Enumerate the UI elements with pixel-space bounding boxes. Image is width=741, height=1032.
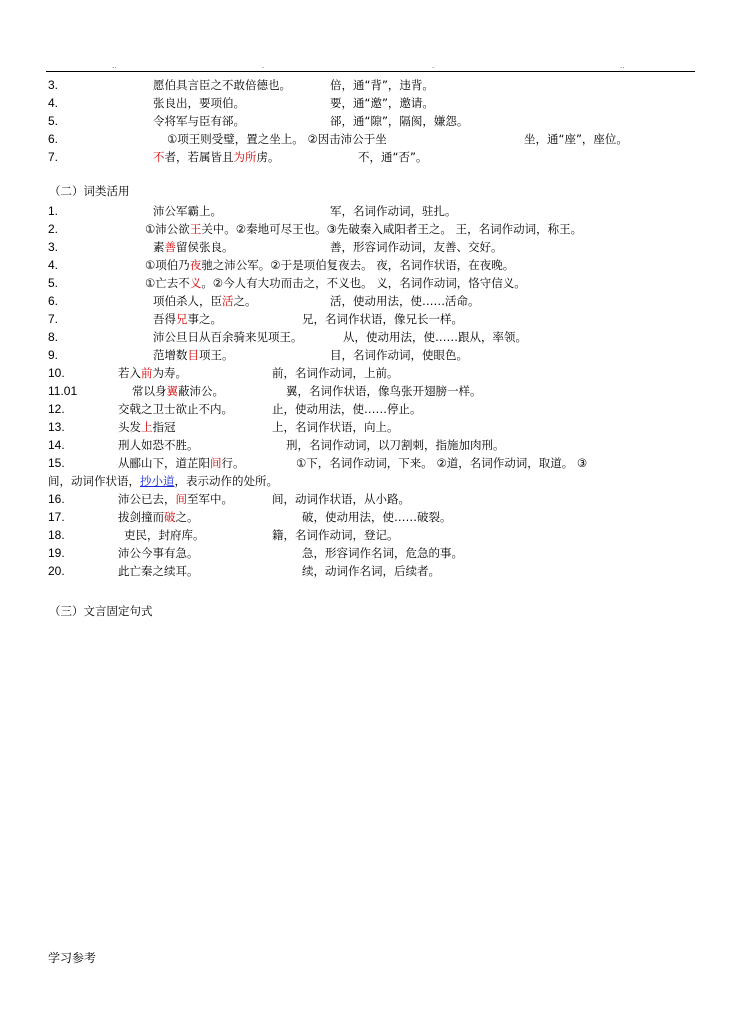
explanation-text: 郤，通“隙”，隔阂，嫌怨。 [330, 114, 469, 128]
item-number: 4. [48, 258, 59, 272]
explanation [330, 95, 434, 111]
sentence-text: 范增数 [153, 348, 188, 362]
sentence-text: 虏。 [256, 150, 280, 164]
sentence-text: ①项伯乃 [145, 258, 190, 272]
list-item [0, 563, 741, 579]
example-sentence [118, 401, 233, 417]
sentence-text: 事之。 [187, 312, 222, 326]
explanation-text: 善，形容词作动词，友善、交好。 [330, 240, 503, 254]
sentence-text: 至军中。 [187, 492, 233, 506]
example-sentence [153, 77, 291, 93]
explanation [272, 491, 410, 507]
explanation-text: 兄，名词作状语，像兄长一样。 [302, 312, 463, 326]
highlighted-word: 活 [222, 294, 234, 308]
example-sentence [118, 491, 233, 507]
list-item [0, 491, 741, 507]
highlighted-word: 翼 [166, 384, 178, 398]
sentence-text: ①项王则受璧，置之坐上。 ②因击沛公于坐 [167, 132, 387, 146]
sentence-text: ①沛公欲 [145, 222, 190, 236]
example-sentence [118, 509, 199, 525]
example-sentence [153, 329, 303, 345]
example-sentence [118, 419, 176, 435]
list-item [0, 545, 741, 561]
item-number: 6. [48, 294, 59, 308]
sentence-text: 之。 [233, 294, 257, 308]
example-sentence [118, 545, 199, 561]
sentence-text: 沛公已去， [118, 492, 176, 506]
item-number: 14. [48, 438, 65, 452]
highlighted-word: 义 [189, 276, 202, 290]
sentence-text: 项伯杀人，臣 [153, 294, 222, 308]
explanation [343, 329, 527, 345]
example-sentence [153, 347, 234, 363]
explanation [272, 419, 399, 435]
explanation [296, 455, 587, 471]
document-page: .. . . .. 3. 愿伯具言臣之不敢倍德也。 倍，通“背”，违背。 4. 张良出，要项伯。 要，通“邀”，邀请。 5. 令将军与臣有郤。 郤，通“隙”，隔阂，嫌怨。 6. ①项王则受璧，置之坐上。 ②因击沛公于坐 坐，通“座”，座位。 7. 不者，若属皆且为所虏。 不，通“否”。 （二）词类活用 1. 沛公军霸上。 军，名词作动词，驻扎。 2. ①沛公欲王关中。②秦地可尽王也。③先破秦入咸阳者王之。 王，名词作动词，称王。 3. 素善留侯张良。 善，形容词作动词，友善、交好。 4. ①项伯乃夜驰之沛公军。②于是项伯复夜去。 夜，名词作状语，在夜晚。 5. ①亡去不义。②今人有大功而击之，不义也。 义，名词作动词，恪守信义。 6. 项伯杀人，臣活之。 活，使动用法，使……活命。 7. 吾得兄事之。 兄，名词作状语，像兄长一样。 8. 沛公旦日从百余骑来见项王。 从，使动用法，使……跟从，率领。 9. 范增数目项王。 目，名词作动词，使眼色。 10. 若入前为寿。 前，名词作动词，上前。 11.01 常以身翼蔽沛公。 翼，名词作状语，像鸟张开翅膀一样。 12. 交戟之卫士欲止不内。 止，使动用法，使……停止。 13. 头发上指冠 上，名词作状语，向上。 14. 刑人如恐不胜。 刑，名词作动词，以刀割刺，指施加肉刑。 15. 从郦山下，道芷阳间行。 ①下，名词作动词，下来。 ②道，名词作动词，取道。 ③ 间，动词作状语，抄小道，表示动作的处所。 16. 沛公已去，间至军中。 间，动词作状语，从小路。 17. 拔剑撞而破之。 破，使动用法，使……破裂。 18. 吏民，封府库。 籍，名词作动词，登记。 19. 沛公今事有急。 急，形容词作名词，危急的事。 20. 此亡秦之续耳。 续，动词作名词，后续者。 （三）文言固定句式 学习参考 [0, 0, 741, 1032]
sentence-text: 指冠 [152, 420, 176, 434]
explanation [302, 563, 440, 579]
explanation-text: 不，通“否”。 [358, 150, 428, 164]
sentence-text: 常以身 [132, 384, 167, 398]
sentence-text: 张良出，要项伯。 [153, 96, 245, 110]
example-sentence [153, 293, 257, 309]
item-number: 13. [48, 420, 65, 434]
sentence-text: 者，若属皆且 [164, 150, 234, 164]
section-heading-fixed-patterns: （三）文言固定句式 [49, 604, 153, 618]
sentence-text: 若入 [118, 366, 141, 380]
example-sentence [153, 311, 222, 327]
list-item [0, 275, 741, 291]
explanation-text: 目，名词作动词，使眼色。 [330, 348, 468, 362]
list-item [0, 131, 741, 147]
sentence-text: 吾得 [153, 312, 176, 326]
highlighted-word: 前 [141, 366, 153, 380]
list-item [0, 311, 741, 327]
item-number: 16. [48, 492, 65, 506]
explanation [302, 311, 463, 327]
sentence-text: 。②今人有大功而击之，不义也。 义，名词作动词，恪守信义。 [201, 276, 526, 290]
explanation [272, 365, 399, 381]
sentence-text: 刑人如恐不胜。 [118, 438, 199, 452]
explanation-text: ①下，名词作动词，下来。 ②道，名词作动词，取道。 ③ [296, 456, 588, 470]
item-number: 17. [48, 510, 65, 524]
example-sentence [145, 275, 526, 291]
item-number: 5. [48, 114, 59, 128]
list-item [0, 509, 741, 525]
explanation-text: 军，名词作动词，驻扎。 [330, 204, 457, 218]
explanation-text: 坐，通“座”，座位。 [524, 132, 628, 146]
highlighted-word: 目 [187, 348, 199, 362]
sentence-text: 沛公旦日从百余骑来见项王。 [153, 330, 303, 344]
explanation [330, 203, 457, 219]
sentence-text: 蔽沛公。 [178, 384, 224, 398]
explanation-text: 破，使动用法，使……破裂。 [302, 510, 452, 524]
list-item [0, 203, 741, 219]
item-number: 20. [48, 564, 65, 578]
example-sentence [145, 257, 514, 273]
sentence-text: 头发 [118, 420, 141, 434]
item-number: 2. [48, 222, 59, 236]
example-sentence [118, 437, 199, 453]
explanation-text: 活，使动用法，使……活命。 [330, 294, 480, 308]
explanation [272, 527, 399, 543]
sentence-text: 此亡秦之续耳。 [118, 564, 199, 578]
sentence-text: 行。 [221, 456, 245, 470]
explanation [358, 149, 427, 165]
sentence-text: 驰之沛公军。②于是项伯复夜去。 夜，名词作状语，在夜晚。 [201, 258, 515, 272]
sentence-text: 沛公今事有急。 [118, 546, 199, 560]
explanation [272, 401, 422, 417]
item-number: 9. [48, 348, 59, 362]
sentence-text: ①亡去不 [145, 276, 190, 290]
example-sentence [132, 383, 224, 399]
footer-text: 学习参考 [48, 951, 97, 965]
sentence-text: 素 [153, 240, 165, 254]
item-number: 5. [48, 276, 59, 290]
example-sentence [145, 221, 582, 237]
list-item [0, 329, 741, 345]
example-sentence [124, 527, 205, 543]
highlighted-word: 所 [245, 150, 257, 164]
explanation-text: 刑，名词作动词，以刀割刺，指施加肉刑。 [286, 438, 505, 452]
example-sentence [118, 365, 187, 381]
explanation-text: 续，动词作名词，后续者。 [302, 564, 440, 578]
sentence-text: 从郦山下，道芷阳 [118, 456, 210, 470]
list-item [0, 113, 741, 129]
list-item [0, 221, 741, 237]
explanation-text: 间，动词作状语， [48, 474, 140, 488]
explanation [330, 113, 468, 129]
highlighted-phrase: 抄小道 [140, 474, 175, 488]
list-item [0, 239, 741, 255]
list-item [0, 437, 741, 453]
sentence-text: 令将军与臣有郤。 [153, 114, 245, 128]
explanation-text: 上，名词作状语，向上。 [272, 420, 399, 434]
explanation-text: ，表示动作的处所。 [174, 474, 278, 488]
sentence-text: 为寿。 [152, 366, 187, 380]
sentence-text: 沛公军霸上。 [153, 204, 222, 218]
section-heading-word-usage: （二）词类活用 [49, 184, 130, 198]
sentence-text: 项王。 [199, 348, 234, 362]
explanation-text: 籍，名词作动词，登记。 [272, 528, 399, 542]
list-item [0, 257, 741, 273]
list-item [0, 401, 741, 417]
item-number: 3. [48, 240, 59, 254]
highlighted-word: 间 [210, 456, 222, 470]
sentence-text: 交戟之卫士欲止不内。 [118, 402, 233, 416]
list-item [0, 347, 741, 363]
explanation-text: 止，使动用法，使……停止。 [272, 402, 422, 416]
explanation [302, 509, 452, 525]
highlighted-word: 不 [153, 150, 165, 164]
item-number: 11.01 [48, 384, 78, 398]
highlighted-word: 夜 [189, 258, 202, 272]
item-number: 18. [48, 528, 65, 542]
item-number: 8. [48, 330, 59, 344]
item-number: 7. [48, 150, 59, 164]
sentence-text: 愿伯具言臣之不敢倍德也。 [153, 78, 291, 92]
example-sentence [167, 131, 387, 147]
explanation [302, 545, 463, 561]
explanation-text: 间，动词作状语，从小路。 [272, 492, 410, 506]
sentence-text: 之。 [175, 510, 199, 524]
list-item [0, 95, 741, 111]
explanation [330, 347, 468, 363]
sentence-text: 吏民，封府库。 [124, 528, 205, 542]
list-item [0, 365, 741, 381]
list-item [0, 383, 741, 399]
highlighted-word: 善 [164, 240, 176, 254]
highlighted-word: 上 [141, 420, 153, 434]
explanation-text: 前，名词作动词，上前。 [272, 366, 399, 380]
explanation [286, 383, 482, 399]
header-rule [46, 71, 695, 72]
item-number: 10. [48, 366, 65, 380]
item-number: 3. [48, 78, 59, 92]
example-sentence [153, 149, 280, 165]
explanation-text: 急，形容词作名词，危急的事。 [302, 546, 463, 560]
item-number: 1. [48, 204, 59, 218]
explanation [48, 473, 278, 489]
sentence-text: 留侯张良。 [176, 240, 234, 254]
highlighted-word: 王 [189, 222, 202, 236]
explanation-text: 要，通“邀”，邀请。 [330, 96, 434, 110]
sentence-text: 关中。②秦地可尽王也。③先破秦入咸阳者王之。 王，名词作动词，称王。 [201, 222, 583, 236]
item-number: 12. [48, 402, 65, 416]
explanation [524, 131, 628, 147]
list-item [0, 419, 741, 435]
list-item [0, 455, 741, 471]
example-sentence [118, 455, 245, 471]
explanation-text: 翼，名词作状语，像鸟张开翅膀一样。 [286, 384, 482, 398]
highlighted-word: 间 [175, 492, 187, 506]
example-sentence [153, 239, 234, 255]
item-number: 6. [48, 132, 59, 146]
explanation-text: 倍，通“背”，违背。 [330, 78, 434, 92]
item-number: 15. [48, 456, 65, 470]
example-sentence [153, 203, 222, 219]
explanation [330, 77, 434, 93]
example-sentence [153, 95, 245, 111]
item-number: 7. [48, 312, 59, 326]
list-item [0, 149, 741, 165]
example-sentence [118, 563, 199, 579]
item-number: 4. [48, 96, 59, 110]
list-item [0, 527, 741, 543]
highlighted-word: 破 [164, 510, 176, 524]
sentence-text: 拔剑撞而 [118, 510, 164, 524]
explanation [286, 437, 505, 453]
list-item [0, 293, 741, 309]
highlighted-word: 兄 [176, 312, 188, 326]
explanation [330, 293, 480, 309]
explanation-text: 从，使动用法，使……跟从，率领。 [343, 330, 527, 344]
example-sentence [153, 113, 245, 129]
highlighted-word: 为 [233, 150, 245, 164]
explanation [330, 239, 503, 255]
item-number: 19. [48, 546, 65, 560]
list-item [0, 77, 741, 93]
